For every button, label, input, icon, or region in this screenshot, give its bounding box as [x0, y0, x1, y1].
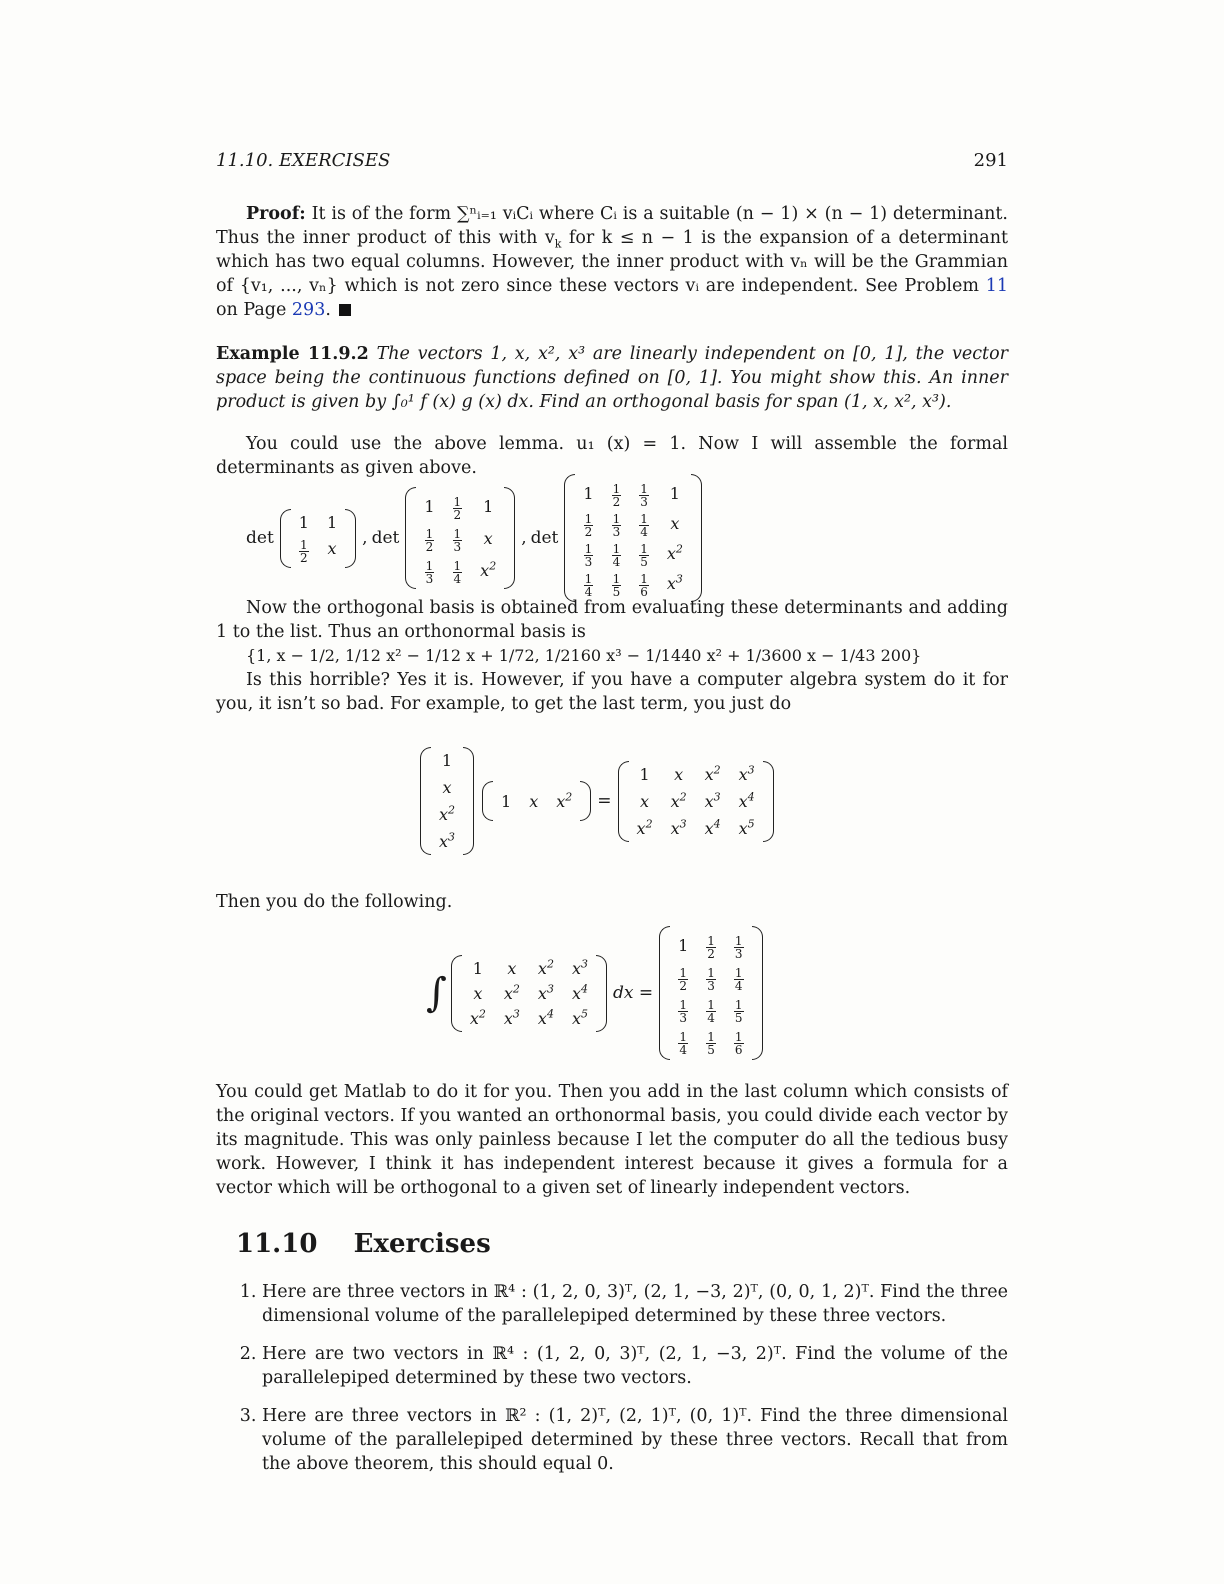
horrible-paragraph: Is this horrible? Yes it is. However, if you have a computer algebra system do it for you, it isn’t so bad. For example, to get the last term, you just do	[216, 670, 1008, 714]
running-header	[216, 148, 1008, 174]
example-label: Example 11.9.2	[216, 344, 369, 364]
section-heading	[216, 1228, 1008, 1260]
proof-text-4: .	[325, 300, 331, 320]
hilbert-matrix: 1 $\frac{1}{2}$ $\frac{1}{3}$ $\frac{1}{2}$ $\frac{1}{3}$ $\frac{1}{4}$ $\frac{1}{3}$ $\frac{1}{4}$ $\frac{1}{5}$ $\frac{1}{4}$ $\frac{1}{5}$ $\frac{1}{6}$	[659, 926, 762, 1060]
outer-product-equation: 1 x $x^2$ $x^3$ 1 x $x^2$ = 1 x $x^2$ $x^3$ x $x^2$ $x^3$ $x^4$ $x^2$ $x^3$ $x^4$ $x^5$	[416, 726, 1008, 876]
orthonormal-basis-formula: {1, x − 1/2, 1/12 x² − 1/12 x + 1/72, 1/2160 x³ − 1/1440 x² + 1/3600 x − 1/43 200}	[246, 646, 922, 665]
proof-sub-k: k	[554, 237, 562, 251]
det-label-1: det	[246, 528, 274, 548]
row-vector: 1 x $x^2$	[482, 781, 591, 821]
proof-text-3: on Page	[216, 300, 292, 320]
det-matrix-2x2: 1 1 $\frac{1}{2}$ x	[280, 509, 356, 568]
determinants-row: det 1 1 $\frac{1}{2}$ x , det 1 $\frac{1}{2}$ 1 $\frac{1}{2}$ $\frac{1}{3}$ x $\frac{1}{3}$ $\frac{1}{4}$ $x^2$ , det 1 $\frac{1}{2}$ $\frac{1}{3}$ 1 $\frac{1}{2}$ $\frac{1}{3}$ $\frac{1}{4}$ x $\frac{1}{3}$ $\frac{1}{4}$ $\frac{1}{5}$ $x^2$ $\frac{1}{4}$ $\frac{1}{5}$ $\frac{1}{6}$ $x^3$	[244, 480, 1008, 596]
exercise-item-2: 2. Here are two vectors in ℝ⁴ : (1, 2, 0, 3)ᵀ, (2, 1, −3, 2)ᵀ. Find the volume of the parallelepiped determined by these two vectors.	[262, 1342, 1008, 1390]
section-title: Exercises	[353, 1229, 491, 1259]
dx-label: dx =	[612, 983, 654, 1003]
problem-link[interactable]: 11	[985, 276, 1008, 296]
column-vector: 1 x $x^2$ $x^3$	[420, 747, 474, 855]
exercise-list	[216, 1280, 1008, 1476]
det-label-2: det	[371, 528, 400, 548]
det-matrix-3x3: 1 $\frac{1}{2}$ 1 $\frac{1}{2}$ $\frac{1}{3}$ x $\frac{1}{3}$ $\frac{1}{4}$ $x^2$	[405, 487, 515, 589]
exercise-item-3: 3. Here are three vectors in ℝ² : (1, 2)ᵀ, (2, 1)ᵀ, (0, 1)ᵀ. Find the three dimensional volume of the parallelepiped determined by these three vectors. Recall that from the above theorem, this should equal 0.	[262, 1404, 1008, 1476]
running-header-section: 11.10. EXERCISES	[216, 150, 391, 171]
orthogonal-basis-paragraph: Now the orthogonal basis is obtained from evaluating these determinants and adding 1 to the list. Thus an orthonormal basis is	[216, 598, 1008, 642]
product-matrix: 1 x $x^2$ $x^3$ x $x^2$ $x^3$ $x^4$ $x^2$ $x^3$ $x^4$ $x^5$	[618, 761, 774, 842]
det-matrix-4x4: 1 $\frac{1}{2}$ $\frac{1}{3}$ 1 $\frac{1}{2}$ $\frac{1}{3}$ $\frac{1}{4}$ x $\frac{1}{3}$ $\frac{1}{4}$ $\frac{1}{5}$ $x^2$ $\frac{1}{4}$ $\frac{1}{5}$ $\frac{1}{6}$ $x^3$	[564, 474, 702, 602]
proof-label: Proof:	[246, 204, 306, 224]
proof-text-2: for k ≤ n − 1 is the expansion of a determinant which has two equal columns. However, the inner product with vₙ will be the Grammian of {v₁, ..., vₙ} which is not zero since these vectors vᵢ are independent. See Problem	[216, 228, 1008, 296]
lemma-paragraph: You could use the above lemma. u₁ (x) = 1. Now I will assemble the formal determinants as given above.	[216, 434, 1008, 478]
matlab-paragraph: You could get Matlab to do it for you. Then you add in the last column which consists of the original vectors. If you wanted an orthonormal basis, you could divide each vector by its magnitude. This was only painless because I let the computer do all the tedious busy work. However, I think it has independent interest because it gives a formula for a vector which will be orthogonal to a given set of linearly independent vectors.	[216, 1082, 1008, 1198]
exercise-item-1: 1. Here are three vectors in ℝ⁴ : (1, 2, 0, 3)ᵀ, (2, 1, −3, 2)ᵀ, (0, 0, 1, 2)ᵀ. Find the three dimensional volume of the parallelepiped determined by these three vectors.	[262, 1280, 1008, 1328]
page	[216, 148, 1008, 1490]
example-paragraph	[216, 342, 1008, 414]
section-number: 11.10	[236, 1229, 318, 1259]
proof-paragraph	[216, 202, 1008, 322]
proof-text-1: It is of the form ∑ⁿᵢ₌₁ vᵢCᵢ where Cᵢ is a suitable (n − 1) × (n − 1) determinant. Thus the inner product of this with v	[216, 204, 1008, 248]
integral-equation	[426, 928, 1008, 1058]
qed-square-icon	[339, 304, 351, 316]
page-number: 291	[973, 150, 1008, 171]
integrand-matrix: 1 x $x^2$ $x^3$ x $x^2$ $x^3$ $x^4$ $x^2$ $x^3$ $x^4$ $x^5$	[451, 955, 607, 1032]
integral-sign: ∫	[426, 970, 447, 1016]
example-text: The vectors 1, x, x², x³ are linearly independent on [0, 1], the vector space being the continuous functions defined on [0, 1]. You might show this. An inner product is given by ∫₀¹ f (x) g (x) dx. Find an orthogonal basis for span (1, x, x², x³).	[216, 344, 1008, 412]
det-label-3: det	[530, 528, 559, 548]
then-paragraph: Then you do the following.	[216, 892, 453, 912]
page-link[interactable]: 293	[291, 300, 326, 320]
